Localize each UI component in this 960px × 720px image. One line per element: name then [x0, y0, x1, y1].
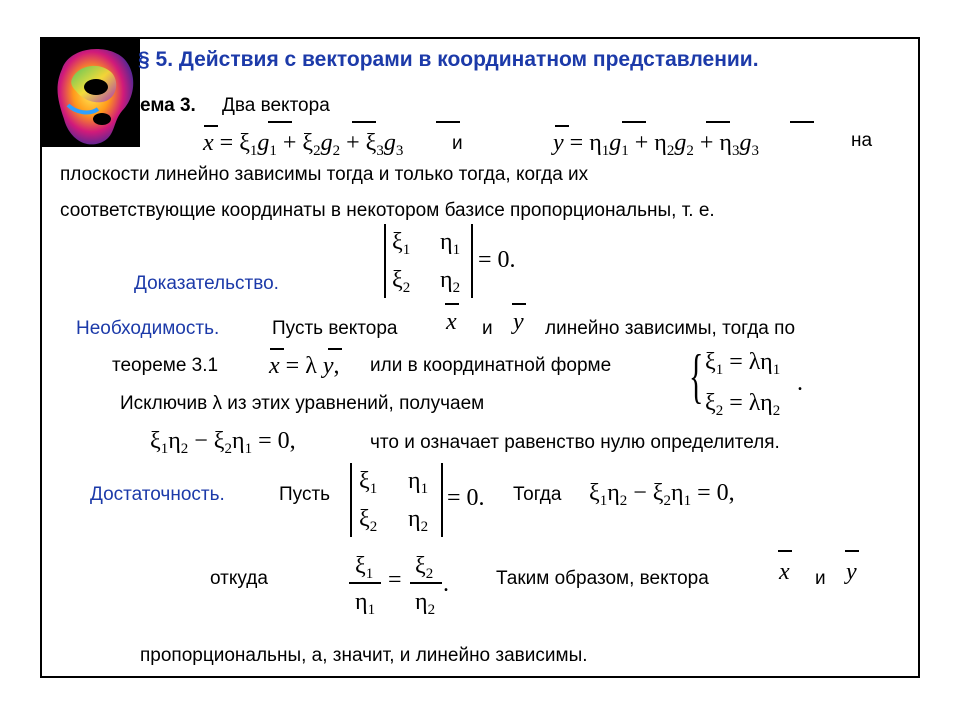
det2-xi1: $\xi_1$: [359, 468, 378, 497]
word-na: на: [851, 130, 873, 151]
det2-xi2: $\xi_2$: [359, 506, 378, 535]
ratio-num-1: $\xi_1$: [355, 553, 374, 582]
proof-heading: Доказательство.: [134, 273, 279, 294]
det2-equals: = 0.: [447, 485, 485, 511]
system-period: .: [797, 370, 803, 396]
sufficiency-heading: Достаточность.: [90, 484, 225, 505]
whence-text: откуда: [210, 568, 268, 589]
let-text: Пусть: [279, 484, 331, 505]
system-eq-2: $\xi_2 = \lambda\eta_2$: [705, 390, 781, 419]
and-2: и: [482, 318, 493, 339]
ratio-equals: =: [388, 567, 402, 593]
vector-y-1: y: [513, 309, 524, 335]
vector-x-2: x: [779, 559, 790, 585]
necessity-text-2: линейно зависимы, тогда по: [545, 318, 796, 339]
det2-eta1: $\eta_1$: [408, 468, 429, 497]
necessity-text-1: Пусть вектора: [272, 318, 398, 339]
theorem-label: ема 3.: [140, 95, 196, 116]
theorem-intro: Два вектора: [222, 95, 330, 116]
equation-x: $x = \xi_1g_1 + \xi_2g_2 + \xi_3g_3$: [203, 130, 404, 159]
coord-form-text: или в координатной форме: [370, 355, 612, 376]
slide-title: § 5. Действия с векторами в координатном представлении.: [138, 48, 759, 71]
det1-eta1: $\eta_1$: [440, 229, 461, 258]
ratio-den-2: $\eta_2$: [415, 589, 436, 618]
statement-line-2: плоскости линейно зависимы тогда и только тогда, когда их: [60, 164, 589, 185]
det1-equals: = 0.: [478, 247, 516, 273]
thus-text: Таким образом, вектора: [496, 568, 709, 589]
conclusion-line: пропорциональны, а, значит, и линейно зависимы.: [140, 645, 588, 666]
statement-line-3: соответствующие координаты в некотором базисе пропорциональны, т. е.: [60, 200, 715, 221]
and-1: и: [452, 133, 463, 154]
equation-y: $y = \eta_1g_1 + \eta_2g_2 + \eta_3g_3$: [553, 130, 759, 159]
vector-x-1: x: [446, 309, 457, 335]
cross-equation-2: $\xi_1\eta_2 - \xi_2\eta_1 = 0$,: [589, 480, 735, 509]
system-brace: {: [689, 343, 704, 409]
det1-xi1: $\xi_1$: [392, 229, 411, 258]
lambda-equation: x = λ y,: [269, 353, 340, 379]
cross-equation-1: $\xi_1\eta_2 - \xi_2\eta_1 = 0$,: [150, 428, 296, 457]
theorem-ref: теореме 3.1: [112, 355, 219, 376]
ratio-period: .: [443, 571, 449, 597]
det1-xi2: $\xi_2$: [392, 267, 411, 296]
det2-eta2: $\eta_2$: [408, 506, 429, 535]
det1-eta2: $\eta_2$: [440, 267, 461, 296]
torus-logo-icon: [42, 39, 140, 147]
ratio-den-1: $\eta_1$: [355, 589, 376, 618]
then-text: Тогда: [513, 484, 562, 505]
ratio-num-2: $\xi_2$: [415, 553, 434, 582]
and-3: и: [815, 568, 826, 589]
vector-y-2: y: [846, 559, 857, 585]
excluding-text: Исключив λ из этих уравнений, получаем: [120, 393, 485, 414]
system-eq-1: $\xi_1 = \lambda\eta_1$: [705, 349, 781, 378]
necessity-heading: Необходимость.: [76, 318, 220, 339]
means-text: что и означает равенство нулю определителя.: [370, 432, 780, 453]
